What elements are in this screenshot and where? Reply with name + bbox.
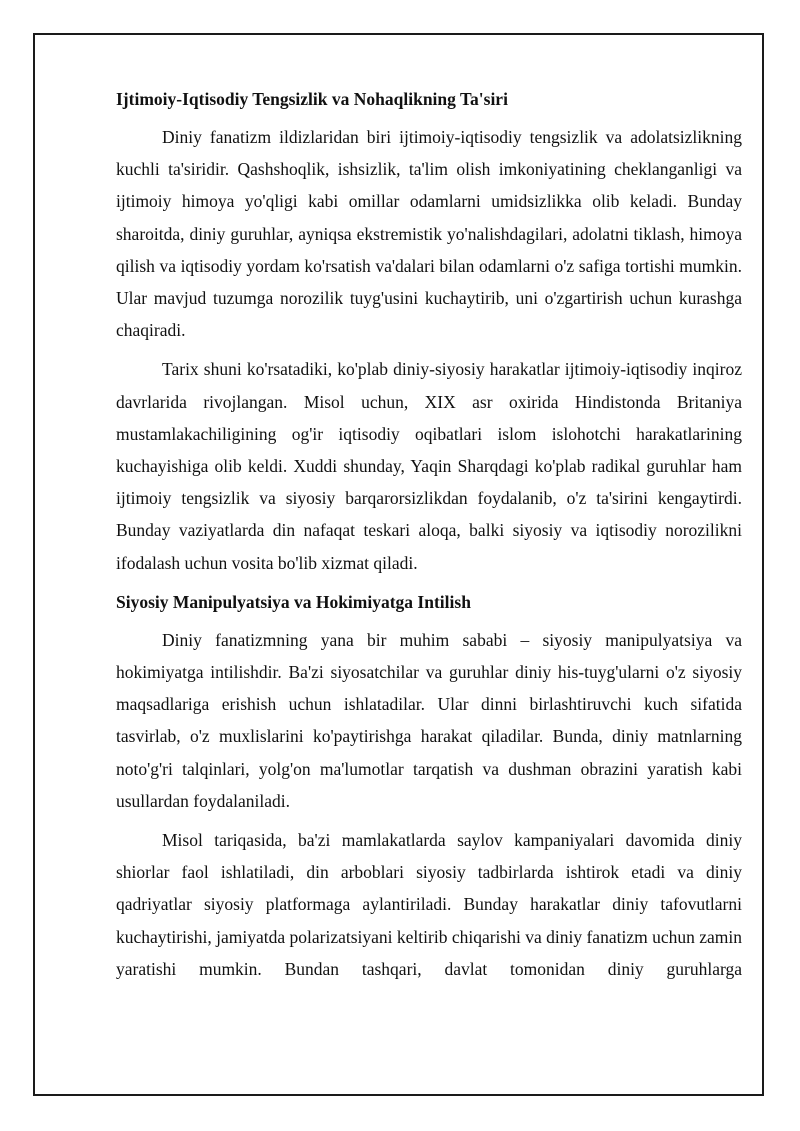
paragraph: Tarix shuni ko'rsatadiki, ko'plab diniy-siyosiy harakatlar ijtimoiy-iqtisodiy inqiroz davrlarida rivojlangan. Misol uchun, XIX asr oxirida Hindistonda Britaniya mustamlakachiligining og'ir iqtisodiy oqibatlari islom islohotchi harakatlarining kuchayishiga olib keldi. Xuddi shunday, Yaqin Sharqdagi ko'plab radikal guruhlar ham ijtimoiy tengsizlik va siyosiy barqarorsizlikdan foydalanib, o'z ta'sirini kengaytirdi. Bunday vaziyatlarda din nafaqat teskari aloqa, balki siyosiy va iqtisodiy norozilikni ifodalash uchun vosita bo'lib xizmat qiladi. (116, 359, 742, 573)
paragraph: Misol tariqasida, ba'zi mamlakatlarda saylov kampaniyalari davomida diniy shiorlar faol ishlatiladi, din arboblari siyosiy tadbirlarda ishtirok etadi va diniy qadriyatlar siyosiy platformaga aylantiriladi. Bunday harakatlar diniy tafovutlarni kuchaytirishi, jamiyatda polarizatsiyani keltirib chiqarishi va diniy fanatizm uchun zamin yaratishi mumkin. Bundan tashqari, davlat tomonidan diniy guruhlarga (116, 830, 742, 979)
document-body (116, 83, 742, 992)
section-political (116, 586, 742, 985)
paragraph: Diniy fanatizmning yana bir muhim sababi – siyosiy manipulyatsiya va hokimiyatga intilishdir. Ba'zi siyosatchilar va guruhlar diniy his-tuyg'ularni o'z siyosiy maqsadlariga erishish uchun ishlatadilar. Ular dinni birlashtiruvchi kuch sifatida tasvirlab, o'z muxlislarini ko'paytirishga harakat qiladilar. Bunda, diniy matnlarning noto'g'ri talqinlari, yolg'on ma'lumotlar tarqatish va dushman obrazini yaratish kabi usullardan foydalaniladi. (116, 629, 742, 811)
paragraph: Diniy fanatizm ildizlaridan biri ijtimoiy-iqtisodiy tengsizlik va adolatsizlikning kuchli ta'siridir. Qashshoqlik, ishsizlik, ta'lim olish imkoniyatining cheklanganligi va ijtimoiy himoya yo'qligi kabi omillar odamlarni umidsizlikka olib keladi. Bunday sharoitda, diniy guruhlar, ayniqsa ekstremistik yo'nalishdagilari, adolatni tiklash, himoya qilish va iqtisodiy yordam ko'rsatish va'dalari bilan odamlarni o'z safiga tortishi mumkin. Ular mavjud tuzumga norozilik tuyg'usini kuchaytirib, uni o'zgartirish uchun kurashga chaqiradi. (116, 127, 742, 341)
section-heading: Siyosiy Manipulyatsiya va Hokimiyatga Intilish (116, 591, 471, 612)
section-heading: Ijtimoiy-Iqtisodiy Tengsizlik va Nohaqlikning Ta'siri (116, 89, 508, 109)
section-socioeconomic (116, 83, 742, 579)
